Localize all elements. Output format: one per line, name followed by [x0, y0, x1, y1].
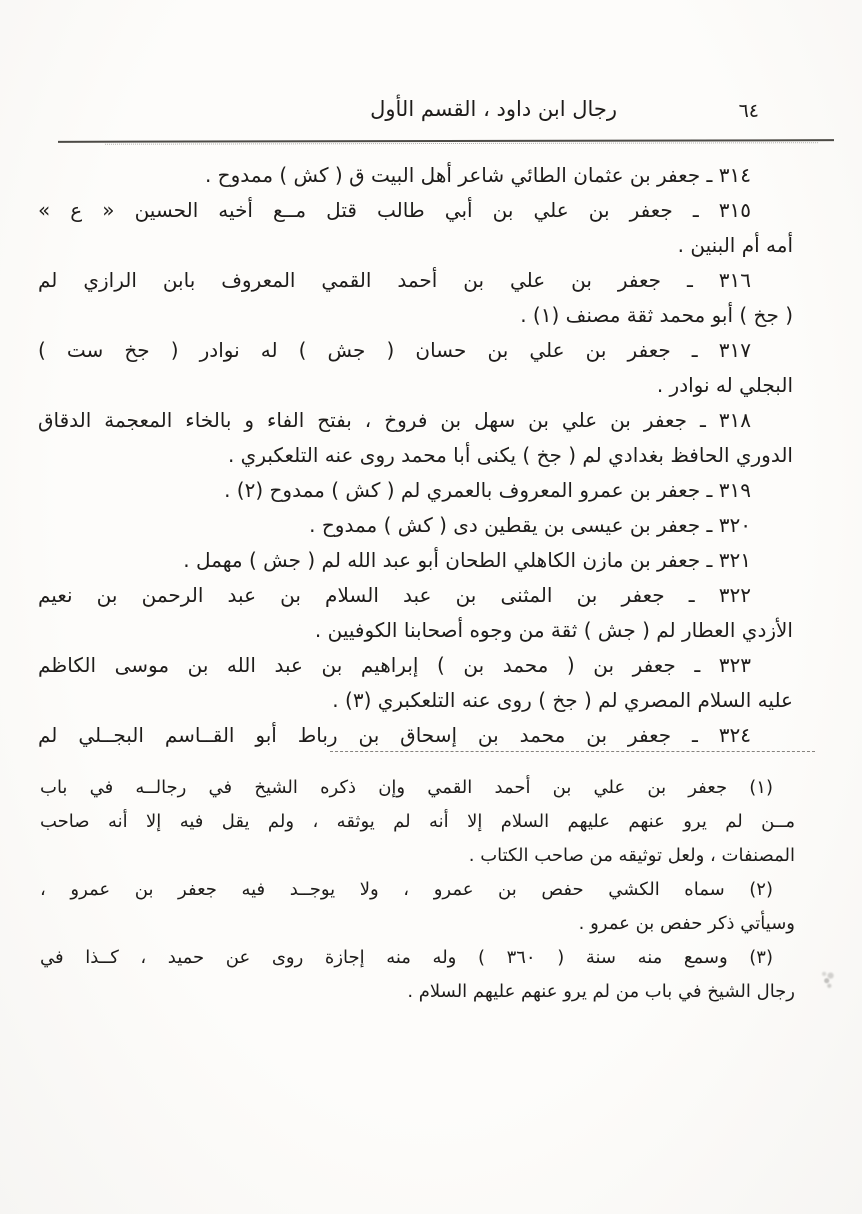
footnote-line-1a: (١) جعفر بن علي بن أحمد القمي وإن ذكره الشيخ في رجالــه في باب	[40, 777, 773, 798]
footnote-line-1c: المصنفات ، ولعل توثيقه من صاحب الكتاب .	[468, 845, 795, 866]
entry-line-316a: ٣١٦ ـ جعفر بن علي بن أحمد القمي المعروف بابن الرازي لم	[38, 268, 751, 292]
entry-line-323b: عليه السلام المصري لم ( جخ ) روى عنه التلعكبري (٣) .	[332, 688, 793, 712]
footnote-line-3a: (٣) وسمع منه سنة ( ٣٦٠ ) وله منه إجازة روى عن حميد ، كــذا في	[40, 947, 773, 968]
page-title: رجال ابن داود ، القسم الأول	[370, 97, 617, 121]
page-number: ٦٤	[738, 100, 759, 122]
entry-line-319: ٣١٩ ـ جعفر بن عمرو المعروف بالعمري لم ( كش ) ممدوح (٢) .	[224, 478, 751, 502]
entry-line-320: ٣٢٠ ـ جعفر بن عيسى بن يقطين دى ( كش ) ممدوح .	[309, 513, 751, 537]
entry-line-316b: ( جخ ) أبو محمد ثقة مصنف (١) .	[520, 303, 793, 327]
entry-line-322a: ٣٢٢ ـ جعفر بن المثنى بن عبد السلام بن عبد الرحمن بن نعيم	[38, 583, 751, 607]
entry-line-314: ٣١٤ ـ جعفر بن عثمان الطائي شاعر أهل البيت ق ( كش ) ممدوح .	[204, 163, 751, 187]
footnote-line-2b: وسيأتي ذكر حفص بن عمرو .	[578, 913, 795, 934]
entry-line-318b: الدوري الحافظ بغدادي لم ( جخ ) يكنى أبا محمد روى عنه التلعكبري .	[227, 443, 793, 467]
footnote-line-1b: مــن لم يرو عنهم عليهم السلام إلا أنه لم يوثقه ، ولم يقل فيه إلا أنه صاحب	[40, 811, 795, 832]
entry-line-321: ٣٢١ ـ جعفر بن مازن الكاهلي الطحان أبو عبد الله لم ( جش ) مهمل .	[183, 548, 751, 572]
entry-line-315a: ٣١٥ ـ جعفر بن علي بن أبي طالب قتل مــع أخيه الحسين « ع »	[38, 198, 751, 222]
entry-line-318a: ٣١٨ ـ جعفر بن علي بن سهل بن فروخ ، بفتح الفاء و بالخاء المعجمة الدقاق	[38, 408, 751, 432]
entry-line-317b: البجلي له نوادر .	[656, 373, 793, 397]
entry-line-324: ٣٢٤ ـ جعفر بن محمد بن إسحاق بن رباط أبو القــاسم البجــلي لم	[38, 723, 751, 747]
footnotes-text-block	[40, 771, 795, 1009]
footnote-line-2a: (٢) سماه الكشي حفص بن عمرو ، ولا يوجــد فيه جعفر بن عمرو ،	[40, 879, 773, 900]
footnote-separator	[330, 751, 815, 752]
page-header	[0, 94, 862, 128]
footnote-line-3b: رجال الشيخ في باب من لم يرو عنهم عليهم السلام .	[407, 981, 795, 1002]
entry-line-315b: أمه أم البنين .	[677, 233, 793, 257]
entry-line-323a: ٣٢٣ ـ جعفر بن ( محمد بن ) إبراهيم بن عبد الله بن موسى الكاظم	[38, 653, 751, 677]
scan-smudge	[815, 962, 841, 996]
entry-line-317a: ٣١٧ ـ جعفر بن علي بن حسان ( جش ) له نوادر ( جخ ست )	[38, 338, 751, 362]
entry-line-322b: الأزدي العطار لم ( جش ) ثقة من وجوه أصحابنا الكوفيين .	[314, 618, 793, 642]
entries-text-block	[38, 158, 793, 753]
header-rule	[58, 139, 834, 143]
